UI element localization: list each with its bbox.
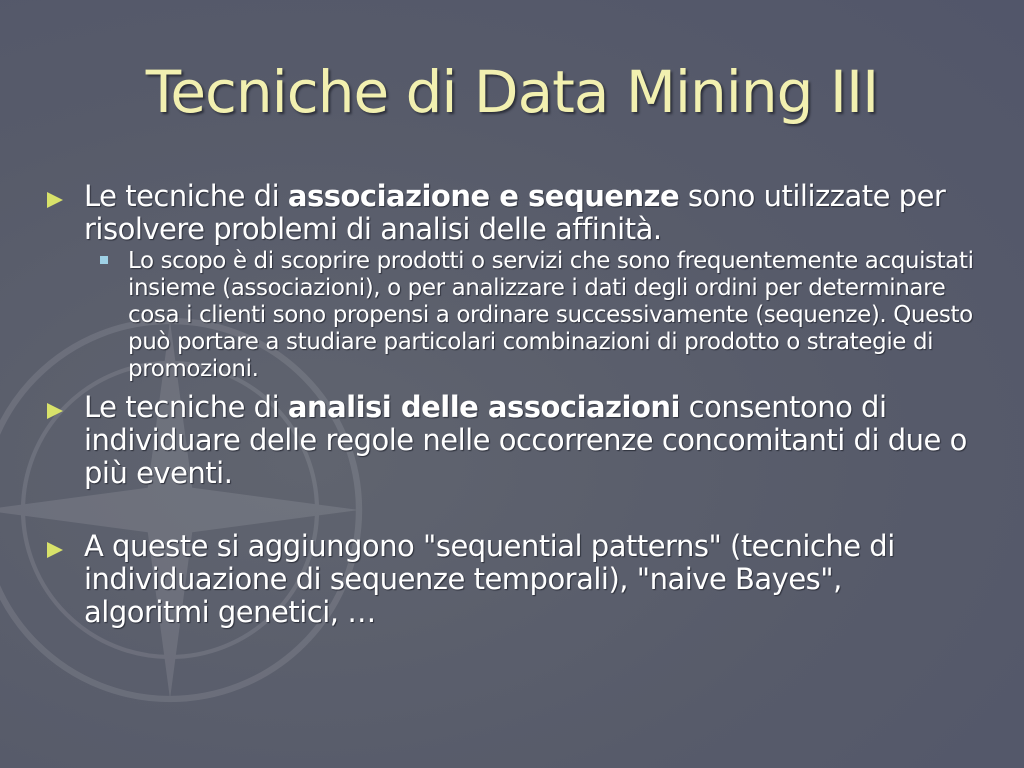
triangle-bullet-icon bbox=[47, 403, 63, 419]
bullet-3-text: A queste si aggiungono "sequential patterns" (tecniche di individuazione di sequenze temporali), "naive Bayes", algoritmi genetici, … bbox=[84, 529, 895, 629]
sub-bullet-item-1 bbox=[44, 248, 974, 383]
bullet-item-3 bbox=[44, 530, 974, 629]
bullet-1-text-post: sono utilizzate per risolvere problemi di analisi delle affinità. bbox=[84, 179, 946, 246]
bullet-2-text-pre: Le tecniche di bbox=[84, 390, 288, 424]
triangle-bullet-icon bbox=[47, 542, 63, 558]
bullet-item-2 bbox=[44, 391, 974, 490]
bullet-1-text-bold: associazione e sequenze bbox=[287, 179, 680, 213]
bullet-item-1 bbox=[44, 180, 974, 246]
bullet-2-text-bold: analisi delle associazioni bbox=[287, 390, 680, 424]
bullet-1-text-pre: Le tecniche di bbox=[84, 179, 288, 213]
bullet-2-text-post: consentono di individuare delle regole nelle occorrenze concomitanti di due o più eventi. bbox=[84, 390, 967, 490]
slide-title: Tecniche di Data Mining III bbox=[145, 58, 879, 126]
square-bullet-icon bbox=[100, 256, 108, 264]
sub-bullet-1-text: Lo scopo è di scoprire prodotti o servizi che sono frequentemente acquistati insieme (associazioni), o per analizzare i dati degli ordini per determinare cosa i clienti sono propensi a ordinare successivamente (sequenze). Questo può portare a studiare particolari combinazioni di prodotto o strategie di promozioni. bbox=[128, 248, 974, 382]
slide-content bbox=[44, 180, 974, 629]
triangle-bullet-icon bbox=[47, 192, 63, 208]
